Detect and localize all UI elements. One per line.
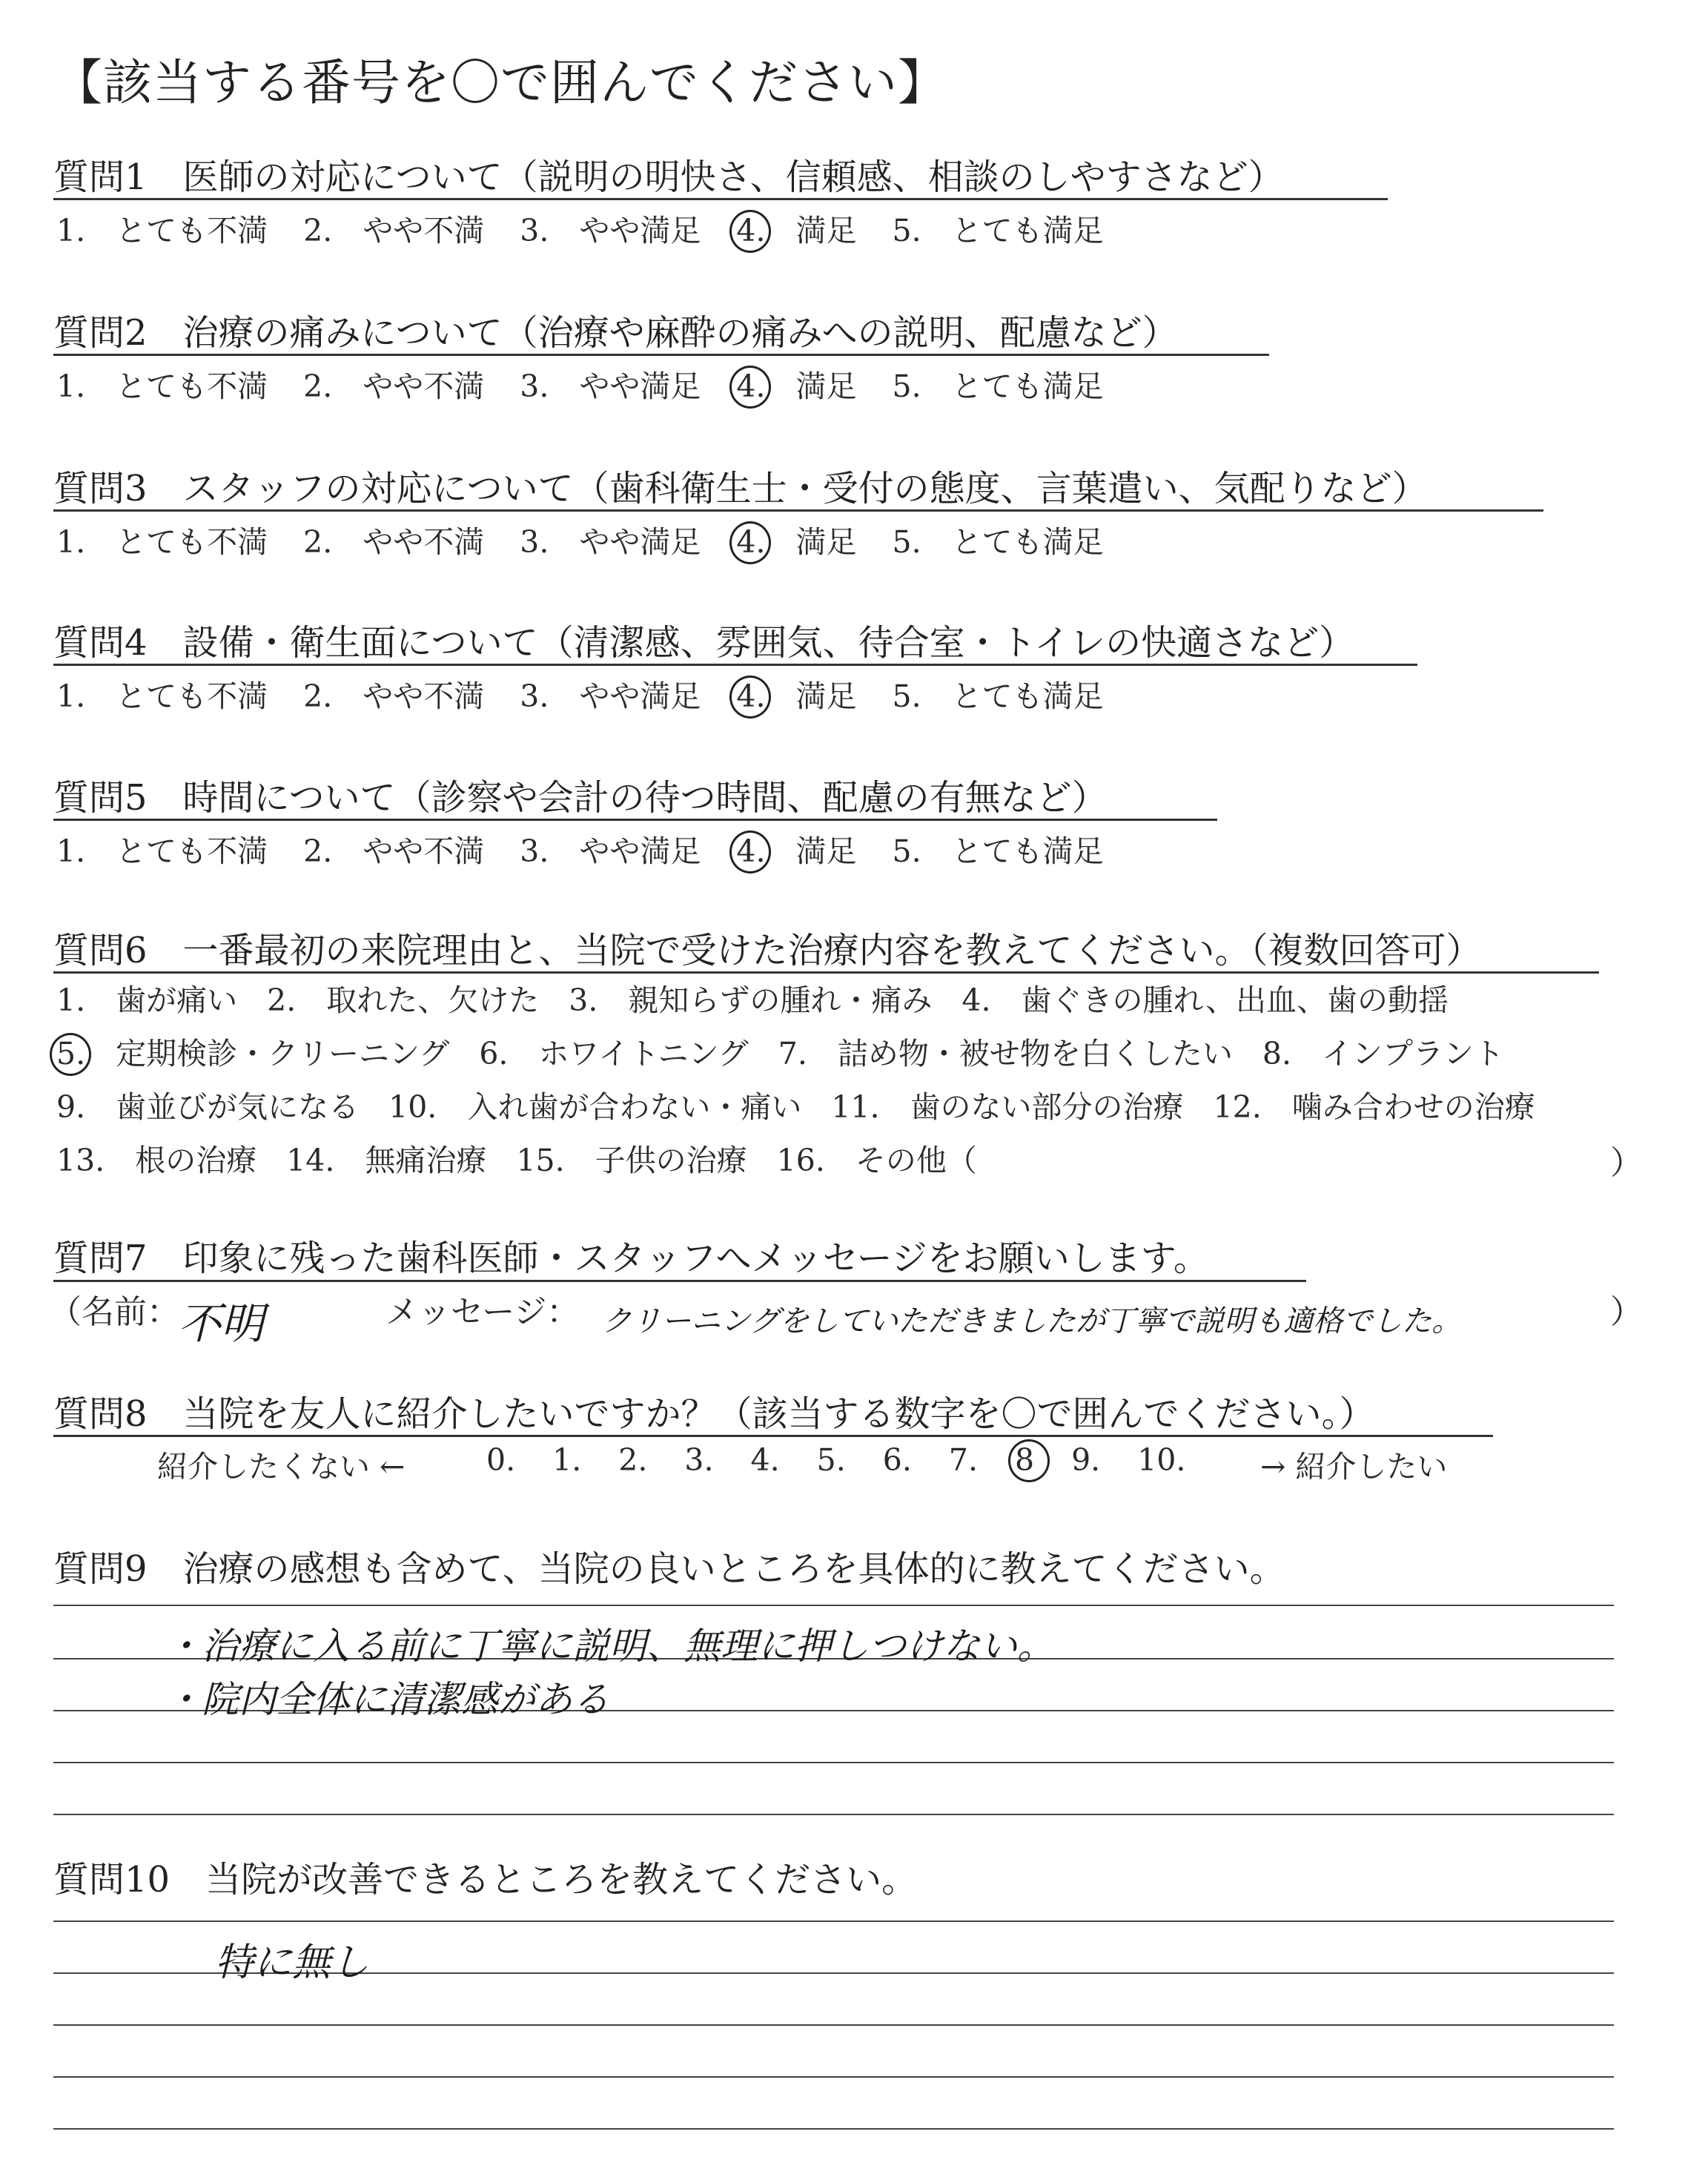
- q4-options: [56, 672, 1139, 716]
- option-number: 4.: [736, 213, 766, 248]
- q4-option-3[interactable]: [520, 672, 701, 716]
- q6-option[interactable]: [56, 976, 237, 1020]
- option-number: 1.: [56, 833, 86, 869]
- q6-row-3: [56, 1083, 1565, 1126]
- option-number: 4.: [961, 982, 991, 1018]
- q3-option-4[interactable]: [736, 518, 856, 561]
- q7-name-value: 不明: [178, 1298, 265, 1349]
- q8-scale-value[interactable]: [1071, 1442, 1100, 1478]
- q10-rule-1: [53, 1920, 1614, 1922]
- option-number: 5.: [892, 833, 921, 869]
- q6-option[interactable]: [516, 1136, 747, 1180]
- option-text: やや満足: [579, 524, 701, 560]
- q5-options: [56, 827, 1139, 871]
- q4-option-5[interactable]: [893, 672, 1104, 716]
- q5-option-4[interactable]: [736, 827, 856, 871]
- scale-number: 8: [1015, 1442, 1035, 1478]
- q2-option-4[interactable]: [736, 362, 856, 406]
- scale-number: 6.: [882, 1442, 912, 1478]
- option-text: やや不満: [363, 678, 485, 714]
- option-text: 歯並びが気になる: [116, 1089, 360, 1125]
- option-text: 定期検診・クリーニング: [116, 1036, 450, 1071]
- option-number: 10.: [388, 1089, 437, 1125]
- option-number: 2.: [303, 524, 333, 560]
- q1-label: 質問1 医師の対応について（説明の明快さ、信頼感、相談のしやすさなど）: [53, 156, 1284, 198]
- q6-option[interactable]: [286, 1136, 486, 1180]
- q1-option-4[interactable]: [736, 206, 856, 250]
- option-number: 4.: [736, 369, 766, 404]
- q3-label: 質問3 スタッフの対応について（歯科衛生士・受付の態度、言葉遣い、気配りなど）: [53, 468, 1428, 509]
- option-number: 3.: [520, 213, 549, 248]
- q6-option[interactable]: [267, 976, 539, 1020]
- q8-scale-value[interactable]: [751, 1442, 780, 1478]
- option-text: とても不満: [116, 678, 268, 714]
- option-number: 5.: [892, 524, 921, 560]
- q2-underline: [53, 354, 1269, 356]
- q2-option-1[interactable]: [56, 362, 268, 406]
- q5-option-5[interactable]: [893, 827, 1104, 871]
- option-text: やや不満: [363, 833, 485, 869]
- option-number: 2.: [267, 982, 297, 1018]
- q10-rule-3: [53, 2024, 1614, 2026]
- q1-options: [56, 206, 1139, 250]
- q6-row-1: [56, 976, 1478, 1020]
- q4-option-4[interactable]: [736, 672, 856, 716]
- scale-number: 4.: [750, 1442, 780, 1478]
- option-text: 噛み合わせの治療: [1291, 1089, 1535, 1125]
- q1-option-1[interactable]: [56, 206, 268, 250]
- option-text: 無痛治療: [365, 1143, 487, 1178]
- q5-option-1[interactable]: [56, 827, 268, 871]
- q7-label: 質問7 印象に残った歯科医師・スタッフへメッセージをお願いします。: [53, 1238, 1209, 1279]
- q9-rule-4: [53, 1762, 1614, 1763]
- option-text: 詰め物・被せ物を白くしたい: [837, 1036, 1233, 1071]
- scale-number: 3.: [684, 1442, 714, 1478]
- option-number: 7.: [778, 1036, 807, 1071]
- q8-scale: [486, 1442, 1222, 1478]
- q10-answer: 特に無し: [215, 1941, 370, 1985]
- option-number: 9.: [56, 1089, 86, 1125]
- option-text: 満足: [795, 524, 857, 560]
- option-text: 親知らずの腫れ・痛み: [628, 982, 933, 1018]
- option-text: とても満足: [951, 833, 1104, 869]
- q4-option-2[interactable]: [303, 672, 484, 716]
- q9-answer-1: ・治療に入る前に丁寧に説明、無理に押しつけない。: [165, 1625, 1054, 1668]
- option-number: 4.: [736, 678, 766, 714]
- q5-underline: [53, 819, 1217, 821]
- q8-scale-value[interactable]: [817, 1442, 846, 1478]
- q8-label: 質問8 当院を友人に紹介したいですか？（該当する数字を〇で囲んでください。）: [53, 1393, 1375, 1435]
- q10-rule-4: [53, 2076, 1614, 2078]
- option-number: 5.: [892, 678, 921, 714]
- option-number: 3.: [569, 982, 598, 1018]
- q1-option-2[interactable]: [303, 206, 484, 250]
- option-text: やや満足: [579, 678, 701, 714]
- q6-close-paren: ）: [1610, 1144, 1643, 1182]
- option-number: 1.: [56, 982, 86, 1018]
- option-number: 11.: [831, 1089, 880, 1125]
- q8-scale-value[interactable]: [486, 1442, 515, 1478]
- option-text: 満足: [795, 213, 857, 248]
- q3-option-2[interactable]: [303, 518, 484, 561]
- q3-underline: [53, 509, 1543, 512]
- option-number: 1.: [56, 678, 86, 714]
- q8-scale-value[interactable]: [618, 1442, 647, 1478]
- q6-option[interactable]: [56, 1029, 449, 1073]
- scale-number: 1.: [552, 1442, 582, 1478]
- option-number: 1.: [56, 369, 86, 404]
- option-text: やや満足: [579, 369, 701, 404]
- q6-label: 質問6 一番最初の来院理由と、当院で受けた治療内容を教えてください。（複数回答可）: [53, 930, 1482, 971]
- q6-option[interactable]: [56, 1136, 256, 1180]
- option-text: とても不満: [116, 213, 268, 248]
- q2-option-5[interactable]: [893, 362, 1104, 406]
- option-number: 2.: [303, 369, 333, 404]
- q5-label: 質問5 時間について（診察や会計の待つ時間、配慮の有無など）: [53, 777, 1108, 819]
- q4-label: 質問4 設備・衛生面について（清潔感、雰囲気、待合室・トイレの快適さなど）: [53, 622, 1355, 664]
- q9-rule-5: [53, 1814, 1614, 1815]
- option-text: やや満足: [579, 833, 701, 869]
- option-text: とても満足: [951, 369, 1104, 404]
- option-number: 5.: [56, 1036, 86, 1071]
- q9-answer-2: ・院内全体に清潔感がある: [165, 1678, 609, 1721]
- q8-left-label: 紹介したくない ←: [157, 1449, 406, 1484]
- option-text: 満足: [795, 833, 857, 869]
- option-text: 満足: [795, 369, 857, 404]
- option-text: 歯のない部分の治療: [910, 1089, 1184, 1125]
- option-number: 4.: [736, 524, 766, 560]
- option-number: 2.: [303, 833, 333, 869]
- option-number: 5.: [892, 369, 921, 404]
- option-text: 歯が痛い: [116, 982, 238, 1018]
- option-number: 16.: [776, 1143, 825, 1178]
- q8-scale-value[interactable]: [1015, 1442, 1034, 1478]
- option-number: 12.: [1213, 1089, 1262, 1125]
- scale-number: 5.: [816, 1442, 846, 1478]
- scale-number: 2.: [618, 1442, 648, 1478]
- q8-scale-value[interactable]: [552, 1442, 581, 1478]
- q8-right-label: → 紹介したい: [1260, 1449, 1448, 1484]
- option-text: インプラント: [1322, 1036, 1504, 1071]
- page-title: 【該当する番号を〇で囲んでください】: [53, 54, 947, 111]
- q6-option[interactable]: [388, 1083, 801, 1126]
- q1-option-5[interactable]: [893, 206, 1104, 250]
- q1-underline: [53, 198, 1388, 200]
- q8-underline: [53, 1435, 1493, 1437]
- option-text: 入れ歯が合わない・痛い: [467, 1089, 802, 1125]
- option-text: とても不満: [116, 524, 268, 560]
- q9-label: 質問9 治療の感想も含めて、当院の良いところを具体的に教えてください。: [53, 1548, 1285, 1590]
- q6-row-2: [56, 1029, 1534, 1073]
- option-number: 4.: [736, 833, 766, 869]
- scale-number: 7.: [948, 1442, 978, 1478]
- option-number: 3.: [520, 524, 549, 560]
- q10-label: 質問10 当院が改善できるところを教えてください。: [53, 1859, 918, 1900]
- q2-label: 質問2 治療の痛みについて（治療や麻酔の痛みへの説明、配慮など）: [53, 312, 1178, 354]
- option-text: ホワイトニング: [538, 1036, 749, 1071]
- q6-option[interactable]: [961, 976, 1449, 1020]
- option-text: 子供の治療: [595, 1143, 747, 1178]
- option-number: 14.: [286, 1143, 335, 1178]
- option-text: 満足: [795, 678, 857, 714]
- q5-option-3[interactable]: [520, 827, 701, 871]
- option-text: やや不満: [363, 524, 485, 560]
- option-number: 1.: [56, 524, 86, 560]
- option-number: 8.: [1262, 1036, 1291, 1071]
- option-text: 歯ぐきの腫れ、出血、歯の動揺: [1021, 982, 1449, 1018]
- q4-option-1[interactable]: [56, 672, 268, 716]
- option-number: 5.: [892, 213, 921, 248]
- option-text: やや満足: [579, 213, 701, 248]
- option-text: その他（: [855, 1143, 977, 1178]
- q5-option-2[interactable]: [303, 827, 484, 871]
- option-number: 15.: [516, 1143, 565, 1178]
- q9-rule-1: [53, 1605, 1614, 1606]
- q7-message-label: メッセージ：: [385, 1293, 580, 1331]
- option-text: とても満足: [951, 213, 1104, 248]
- q6-option[interactable]: [569, 976, 932, 1020]
- q7-name-label: （名前：: [49, 1293, 179, 1331]
- q8-scale-value[interactable]: [1137, 1442, 1185, 1478]
- option-text: とても不満: [116, 833, 268, 869]
- q6-underline: [53, 971, 1599, 974]
- q6-option[interactable]: [479, 1029, 748, 1073]
- option-number: 2.: [303, 213, 333, 248]
- q6-option[interactable]: [56, 1083, 359, 1126]
- q8-scale-value[interactable]: [949, 1442, 978, 1478]
- option-text: やや不満: [363, 213, 485, 248]
- q6-option[interactable]: [777, 1136, 977, 1180]
- q7-close-paren: ）: [1610, 1293, 1643, 1331]
- q6-option[interactable]: [1214, 1083, 1535, 1126]
- option-text: とても満足: [951, 678, 1104, 714]
- q6-row-4: [56, 1136, 1007, 1180]
- q1-option-3[interactable]: [520, 206, 701, 250]
- option-number: 3.: [520, 833, 549, 869]
- q2-option-2[interactable]: [303, 362, 484, 406]
- q3-options: [56, 518, 1139, 561]
- q4-underline: [53, 664, 1417, 666]
- q3-option-1[interactable]: [56, 518, 268, 561]
- option-text: 根の治療: [135, 1143, 257, 1178]
- option-text: とても満足: [951, 524, 1104, 560]
- option-number: 2.: [303, 678, 333, 714]
- scale-number: 0.: [486, 1442, 516, 1478]
- option-number: 3.: [520, 678, 549, 714]
- option-text: 取れた、欠けた: [326, 982, 540, 1018]
- option-number: 3.: [520, 369, 549, 404]
- q6-option[interactable]: [831, 1083, 1183, 1126]
- q2-option-3[interactable]: [520, 362, 701, 406]
- option-text: とても不満: [116, 369, 268, 404]
- option-number: 1.: [56, 213, 86, 248]
- q3-option-5[interactable]: [893, 518, 1104, 561]
- q6-option[interactable]: [1262, 1029, 1504, 1073]
- q8-scale-value[interactable]: [684, 1442, 713, 1478]
- q2-options: [56, 362, 1139, 406]
- q3-option-3[interactable]: [520, 518, 701, 561]
- scale-number: 9.: [1071, 1442, 1101, 1478]
- q7-message-value: クリーニングをしていただきましたが丁寧で説明も適格でした。: [602, 1304, 1462, 1338]
- q7-underline: [53, 1280, 1306, 1282]
- option-text: やや不満: [363, 369, 485, 404]
- option-number: 6.: [479, 1036, 509, 1071]
- q10-rule-5: [53, 2128, 1614, 2130]
- q8-scale-value[interactable]: [883, 1442, 912, 1478]
- option-number: 13.: [56, 1143, 105, 1178]
- scale-number: 10.: [1137, 1442, 1186, 1478]
- q6-option[interactable]: [778, 1029, 1233, 1073]
